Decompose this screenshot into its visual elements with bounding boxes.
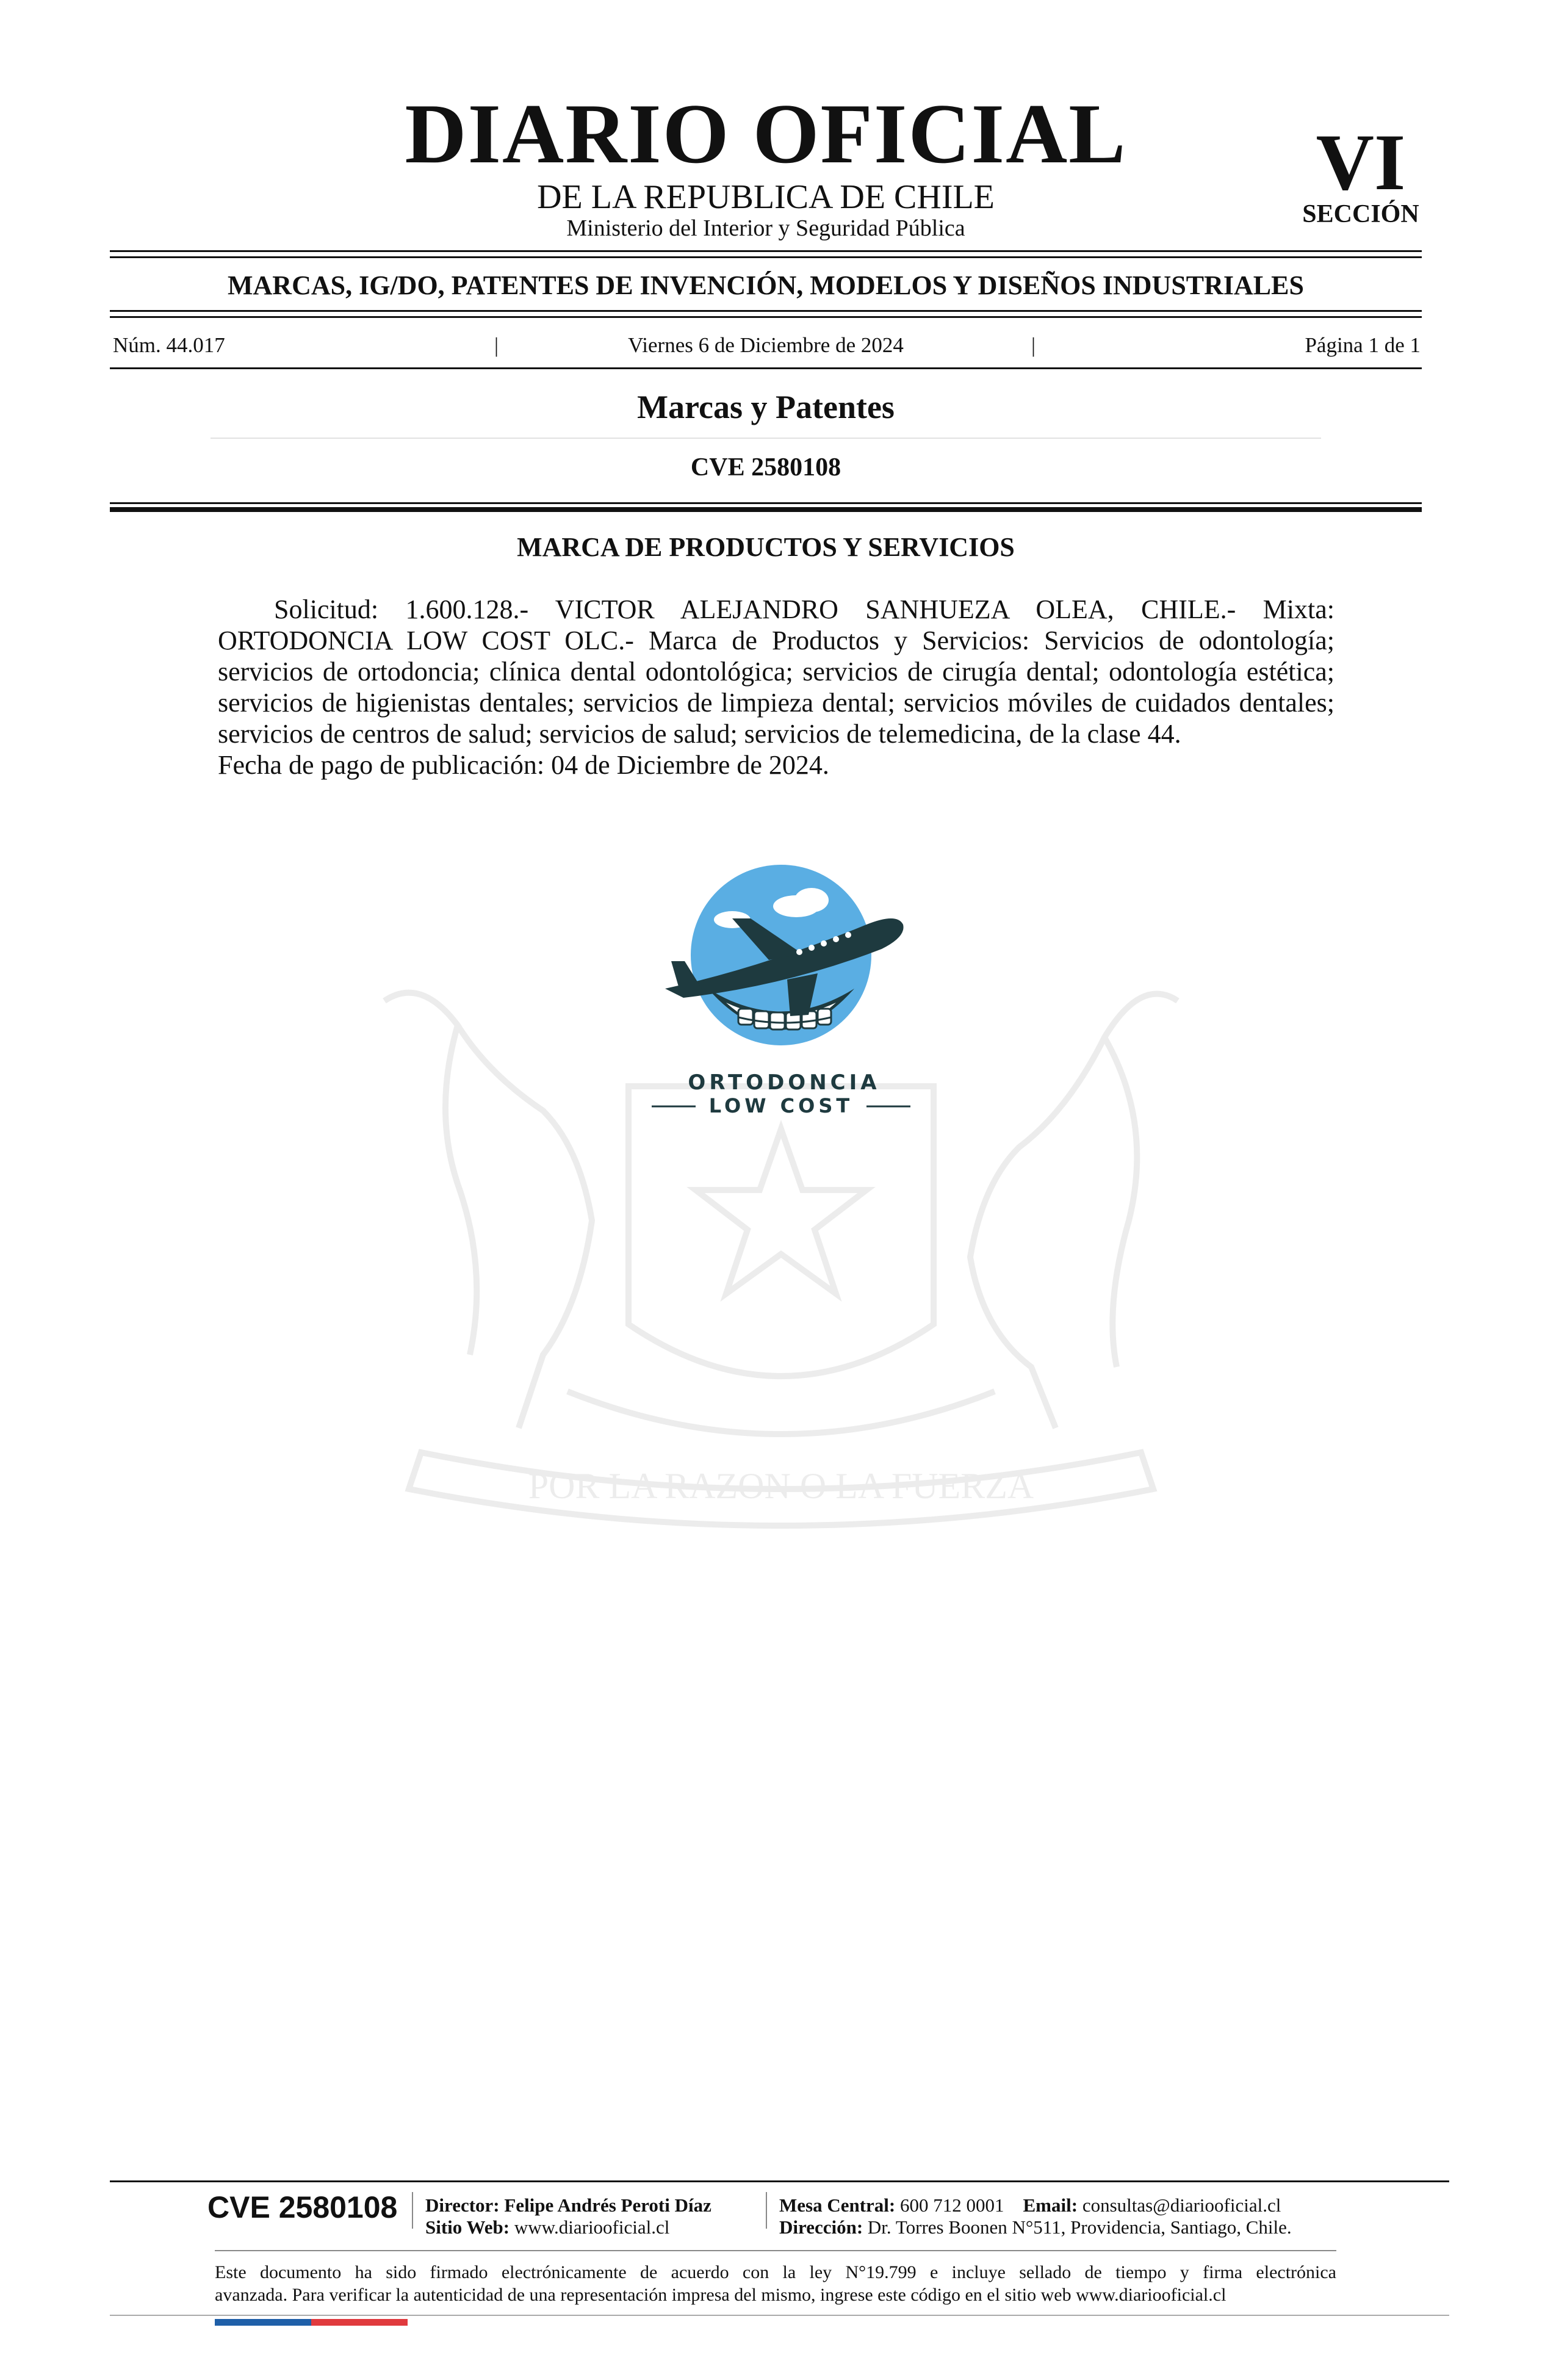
payment-date: Fecha de pago de publicación: 04 de Diciembre de 2024.: [218, 750, 829, 780]
info-separator: |: [494, 333, 499, 357]
category-rule-1: [110, 310, 1422, 312]
masthead-rule-2: [110, 256, 1422, 258]
director-name: Felipe Andrés Peroti Díaz: [504, 2194, 711, 2216]
address-label: Dirección:: [779, 2216, 863, 2238]
bottom-rule: [110, 2315, 1449, 2316]
cve-rule-2: [110, 507, 1422, 512]
airplane-smile-logo-icon: [647, 851, 915, 1120]
footer-director: [425, 2196, 711, 2215]
notice-paragraph: Solicitud: 1.600.128.- VICTOR ALEJANDRO SANHUEZA OLEA, CHILE.- Mixta: ORTODONCIA LOW COST OLC.- Marca de Productos y Servicios: Servicios de odontología; servicios de ortodoncia; clínica dental odontológica; servicios de cirugía dental; odontología estética; servicios de higienistas dentales; servicios de limpieza dental; servicios móviles de cuidados dentales; servicios de centros de salud; servicios de salud; servicios de telemedicina, de la clase 44.: [218, 594, 1334, 749]
footer-divider: [215, 2250, 1336, 2251]
category-title: MARCAS, IG/DO, PATENTES DE INVENCIÓN, MODELOS Y DISEÑOS INDUSTRIALES: [228, 270, 1304, 300]
issue-number: Núm. 44.017: [113, 333, 225, 357]
director-label: Director:: [425, 2194, 500, 2216]
subsection-divider: [211, 438, 1321, 439]
website-label: Sitio Web:: [425, 2216, 510, 2238]
footer-rule: [110, 2180, 1449, 2182]
info-bar-rule: [110, 367, 1422, 369]
masthead-rule-1: [110, 250, 1422, 252]
masthead-ministry: Ministerio del Interior y Seguridad Pública: [566, 215, 965, 241]
flag-stripe-blue: [215, 2319, 311, 2326]
footer-address: [779, 2218, 1292, 2237]
cve-code: CVE 2580108: [690, 453, 841, 481]
website-link[interactable]: www.diariooficial.cl: [514, 2216, 670, 2238]
section-label: SECCIÓN: [1302, 200, 1419, 228]
masthead-subtitle: DE LA REPUBLICA DE CHILE: [537, 178, 995, 216]
notice-body: [218, 594, 1334, 781]
logo-line-2: LOW COST: [708, 1094, 854, 1117]
email-link[interactable]: consultas@diariooficial.cl: [1082, 2194, 1281, 2216]
disclaimer-line-2: avanzada. Para verificar la autenticidad de una representación impresa del mismo, ingrese este código en el sitio web www.diariooficial.cl: [215, 2285, 1226, 2305]
cve-rule-1: [110, 502, 1422, 504]
footer-separator: [766, 2192, 767, 2229]
flag-stripe-red: [311, 2319, 408, 2326]
page-indicator: Página 1 de 1: [1305, 333, 1421, 357]
subsection-title: Marcas y Patentes: [637, 389, 895, 425]
masthead-title: DIARIO OFICIAL: [405, 87, 1127, 181]
issue-date: Viernes 6 de Diciembre de 2024: [628, 333, 904, 357]
footer-website: [425, 2218, 669, 2237]
email-label: Email:: [1023, 2194, 1078, 2216]
info-separator: |: [1031, 333, 1036, 357]
section-number: VI: [1316, 117, 1406, 207]
notice-title: MARCA DE PRODUCTOS Y SERVICIOS: [517, 532, 1015, 562]
phone-number: 600 712 0001: [900, 2194, 1004, 2216]
watermark-motto: POR LA RAZON O LA FUERZA: [528, 1466, 1034, 1506]
address-text: Dr. Torres Boonen N°511, Providencia, Santiago, Chile.: [867, 2216, 1292, 2238]
footer-cve-code: CVE 2580108: [207, 2190, 398, 2224]
footer-separator: [412, 2192, 413, 2229]
phone-label: Mesa Central:: [779, 2194, 896, 2216]
footer-contact: [779, 2196, 1281, 2215]
logo-line-1: ORTODONCIA: [688, 1070, 881, 1095]
disclaimer-line-1: Este documento ha sido firmado electrónicamente de acuerdo con la ley N°19.799 e incluye sellado de tiempo y firma electrónica: [215, 2262, 1336, 2282]
category-rule-2: [110, 316, 1422, 318]
